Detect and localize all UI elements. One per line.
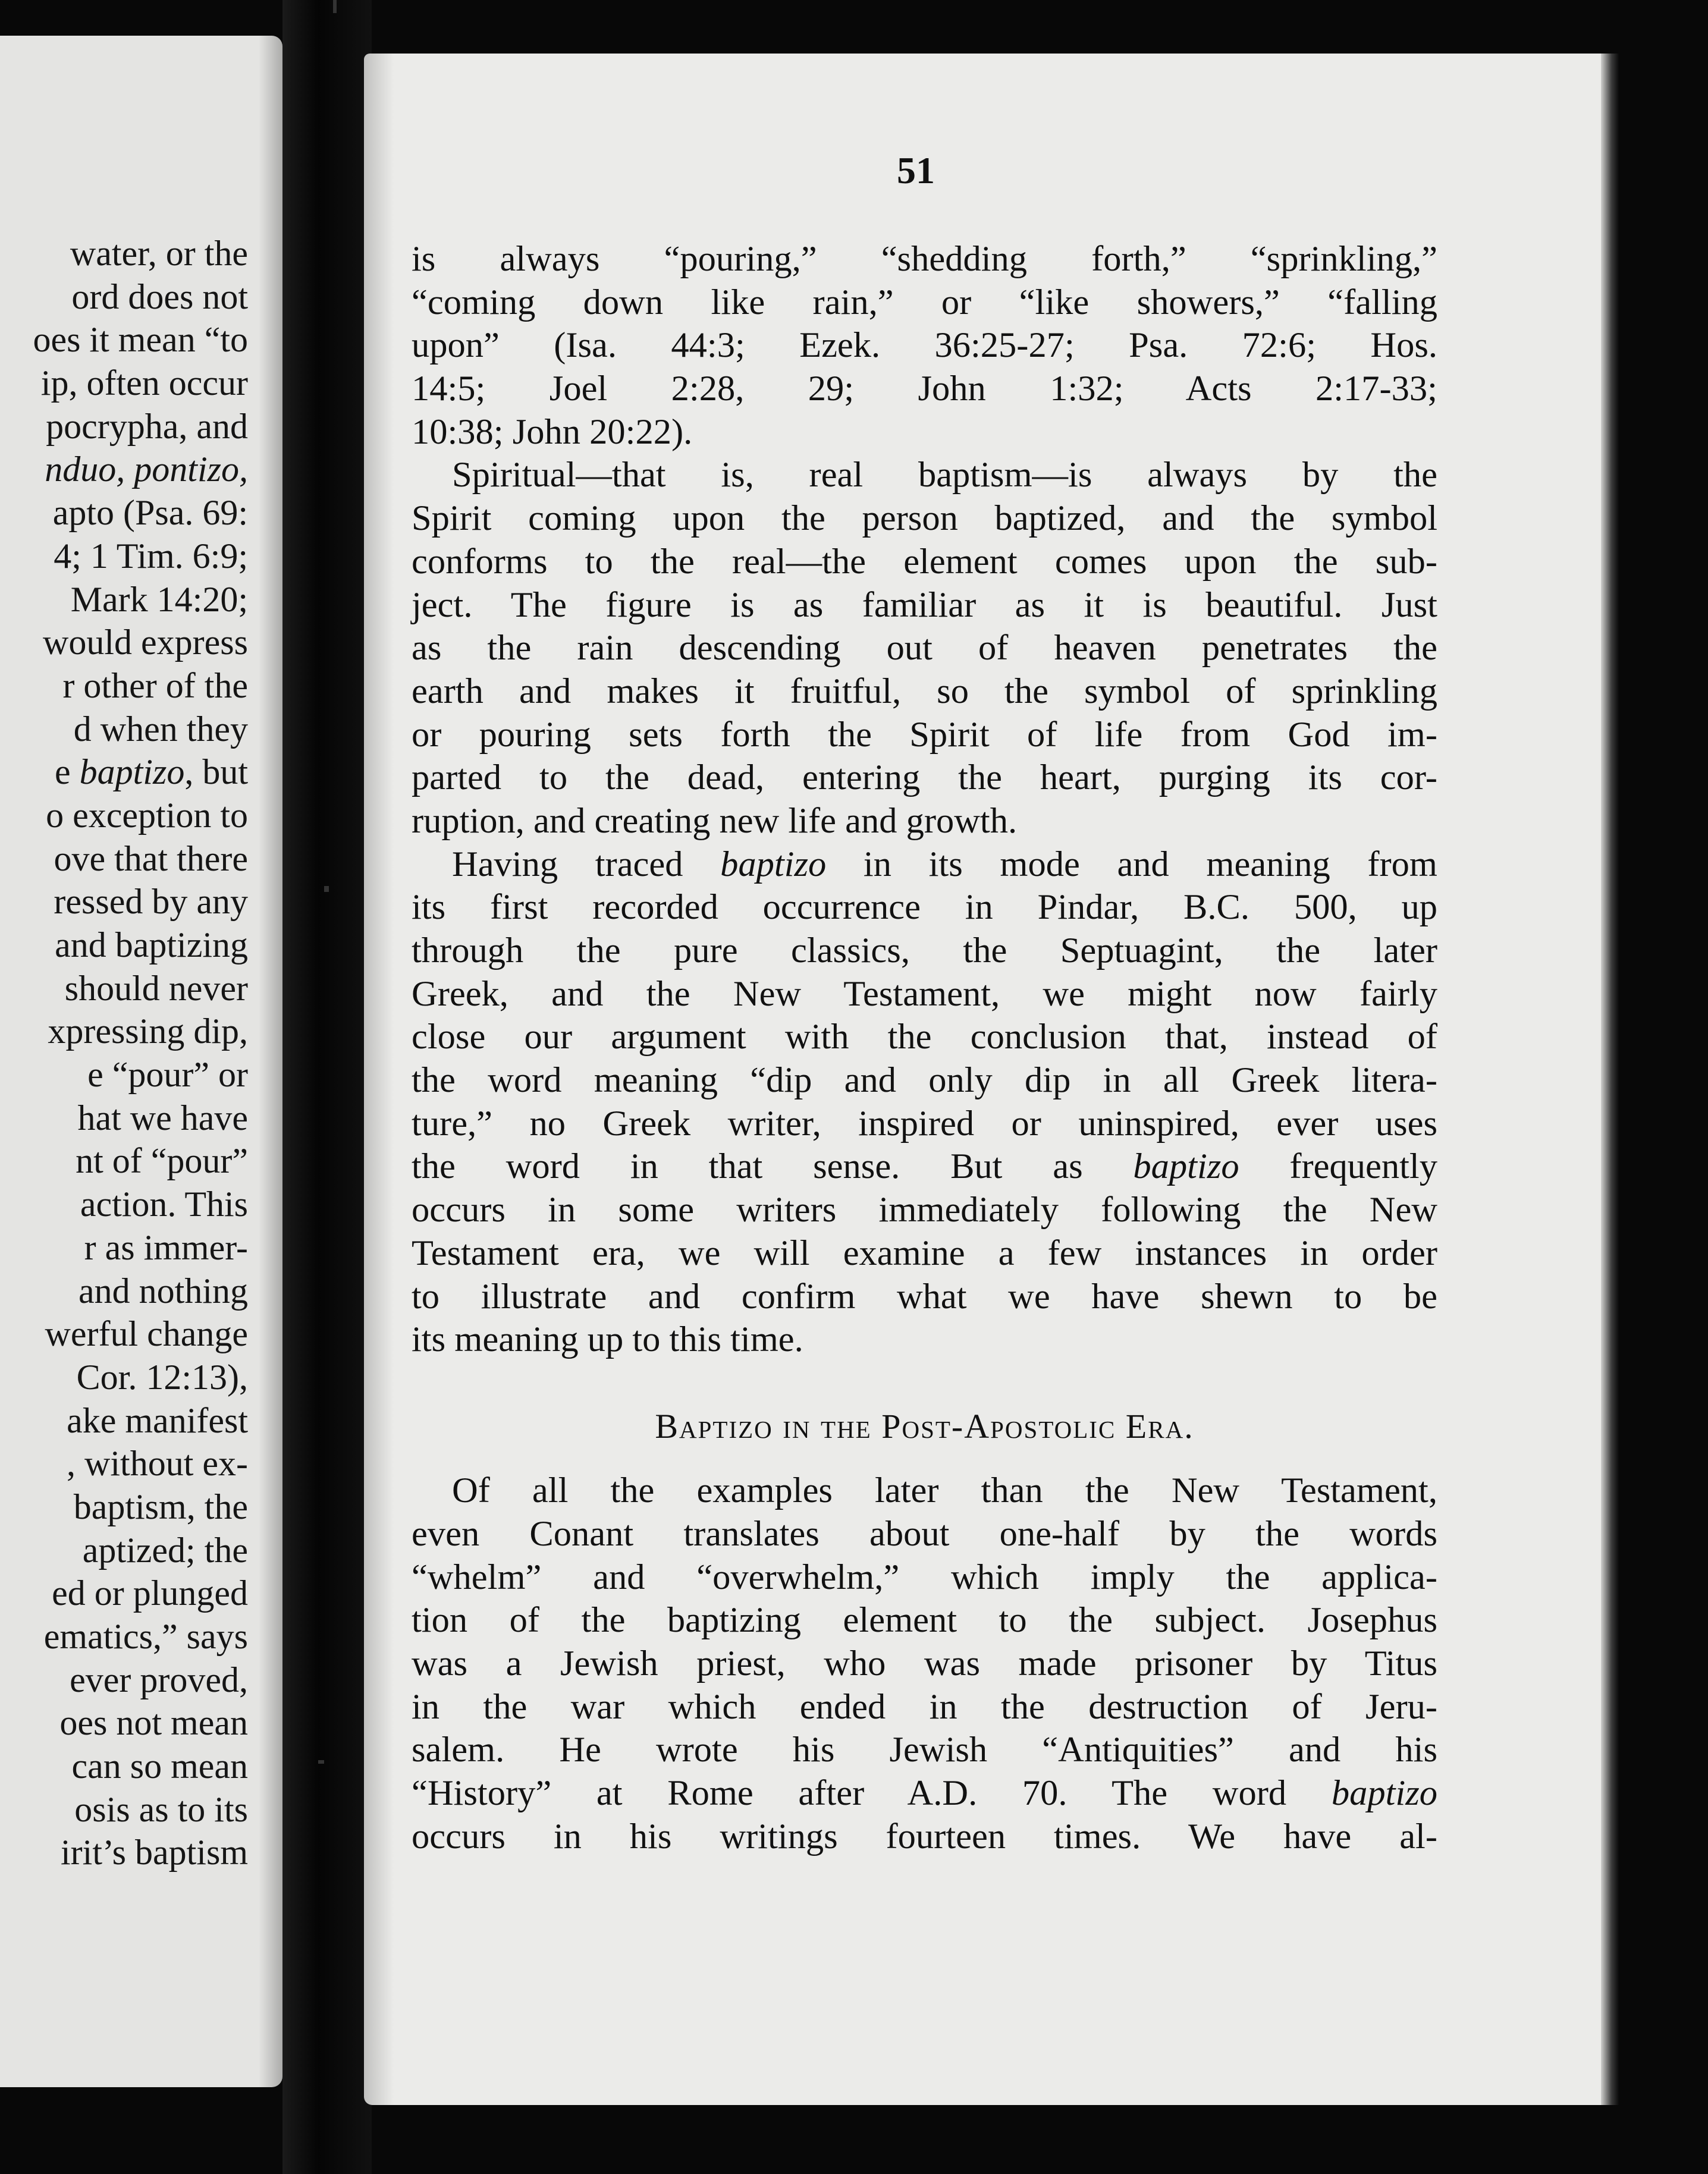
left-line: nduo, pontizo,: [45, 450, 248, 489]
text-line: was a Jewish priest, who was made prisoner by Titus: [412, 1644, 1437, 1683]
text-line: Spirit coming upon the person baptized, and the symbol: [412, 498, 1437, 539]
text-line: Testament era, we will examine a few instances in order: [412, 1233, 1437, 1273]
left-line: r other of the: [62, 665, 248, 705]
left-line: aptized; the: [82, 1530, 248, 1570]
text-line: as the rain descending out of heaven penetrates the: [412, 628, 1437, 668]
left-line: irit’s baptism: [61, 1833, 248, 1873]
left-line: , without ex-: [67, 1444, 248, 1484]
text-line: “whelm” and “overwhelm,” which imply the applica-: [412, 1557, 1437, 1597]
left-line: 4; 1 Tim. 6:9;: [54, 536, 248, 576]
text-line: occurs in some writers immediately following the New: [412, 1190, 1437, 1230]
text-line: ture,” no Greek writer, inspired or uninspired, ever uses: [412, 1103, 1437, 1143]
left-line: oes it mean “to: [33, 320, 248, 360]
left-line: e “pour” or: [87, 1055, 248, 1095]
left-line: Cor. 12:13),: [76, 1357, 248, 1397]
left-line: can so mean: [71, 1746, 248, 1786]
text-line: 14:5; Joel 2:28, 29; John 1:32; Acts 2:17-33;: [412, 369, 1437, 409]
left-line: Mark 14:20;: [70, 579, 248, 619]
left-line: e baptizo, but: [54, 752, 248, 792]
left-line: baptism, the: [73, 1487, 248, 1526]
left-line: d when they: [73, 709, 248, 749]
text-line: the word in that sense. But as baptizo frequently: [412, 1146, 1437, 1187]
left-page-fragment: [0, 36, 282, 2087]
page-body: [412, 238, 1437, 1858]
text-line: to illustrate and confirm what we have shewn to be: [412, 1276, 1437, 1317]
text-line: through the pure classics, the Septuagint, the later: [412, 931, 1437, 970]
left-line: nt of “pour”: [76, 1141, 248, 1181]
left-line: ematics,” says: [43, 1617, 248, 1656]
page-edge: [1601, 54, 1619, 2105]
text-line: Greek, and the New Testament, we might now fairly: [412, 973, 1437, 1014]
left-line: hat we have: [77, 1098, 248, 1138]
text-line: earth and makes it fruitful, so the symbol of sprinkling: [412, 671, 1437, 711]
text-line: its first recorded occurrence in Pindar, B.C. 500, up: [412, 887, 1437, 928]
text-line: is always “pouring,” “shedding forth,” “sprinkling,”: [412, 239, 1437, 279]
left-line: would express: [43, 623, 248, 662]
left-line: werful change: [45, 1314, 248, 1354]
scan-speck: [333, 0, 337, 13]
text-line: “History” at Rome after A.D. 70. The word baptizo: [412, 1773, 1437, 1814]
text-line: even Conant translates about one-half by the words: [412, 1513, 1437, 1554]
left-line: ever proved,: [70, 1660, 248, 1699]
text-line: upon” (Isa. 44:3; Ezek. 36:25-27; Psa. 72:6; Hos.: [412, 325, 1437, 366]
text-line: or pouring sets forth the Spirit of life from God im-: [412, 714, 1437, 755]
left-line: ake manifest: [67, 1400, 248, 1440]
left-line: ressed by any: [54, 882, 248, 922]
left-line: oes not mean: [59, 1703, 248, 1743]
left-line: xpressing dip,: [48, 1011, 248, 1051]
scan-speck: [324, 886, 329, 892]
scan-speck: [318, 1760, 324, 1764]
left-line: ed or plunged: [52, 1573, 248, 1613]
paragraph-first-line: Spiritual—that is, real baptism—is always by the: [452, 455, 1437, 495]
left-page-text: [0, 232, 248, 1874]
left-line: action. This: [80, 1185, 248, 1224]
text-line: ruption, and creating new life and growth.: [412, 800, 1018, 841]
text-line: “coming down like rain,” or “like showers,” “falling: [412, 282, 1437, 322]
left-line: ip, often occur: [40, 363, 248, 403]
left-line: and nothing: [79, 1271, 248, 1311]
left-line: osis as to its: [74, 1789, 248, 1829]
left-line: water, or the: [70, 234, 248, 273]
text-line: its meaning up to this time.: [412, 1320, 803, 1360]
text-line: the word meaning “dip and only dip in all Greek litera-: [412, 1060, 1437, 1101]
section-heading: Baptizo in the Post-Apostolic Era.: [655, 1406, 1194, 1446]
left-line: o exception to: [46, 795, 248, 835]
text-line: tion of the baptizing element to the subject. Josephus: [412, 1600, 1437, 1641]
left-line: r as immer-: [84, 1227, 248, 1267]
text-line: conforms to the real—the element comes upon the sub-: [412, 541, 1437, 582]
text-line: parted to the dead, entering the heart, purging its cor-: [412, 758, 1437, 798]
page-number: 51: [897, 149, 935, 191]
left-line: pocrypha, and: [46, 406, 248, 446]
paragraph-first-line: Of all the examples later than the New Testament,: [452, 1471, 1437, 1511]
text-line: occurs in his writings fourteen times. We have al-: [412, 1816, 1437, 1856]
left-line: ord does not: [71, 277, 248, 316]
text-line: in the war which ended in the destruction of Jeru-: [412, 1686, 1437, 1727]
book-gutter: [282, 0, 372, 2174]
left-line: apto (Psa. 69:: [52, 493, 248, 533]
text-line: salem. He wrote his Jewish “Antiquities” and his: [412, 1730, 1437, 1770]
text-line: 10:38; John 20:22).: [412, 411, 693, 452]
text-line: close our argument with the conclusion that, instead of: [412, 1017, 1437, 1057]
section-gap: [412, 1362, 1437, 1405]
paragraph-first-line: Having traced baptizo in its mode and meaning from: [452, 844, 1437, 884]
section-gap: [412, 1448, 1437, 1469]
left-line: ove that there: [54, 838, 248, 878]
left-line: and baptizing: [55, 925, 248, 965]
text-line: ject. The figure is as familiar as it is beautiful. Just: [412, 585, 1437, 625]
left-line: should never: [64, 968, 248, 1008]
